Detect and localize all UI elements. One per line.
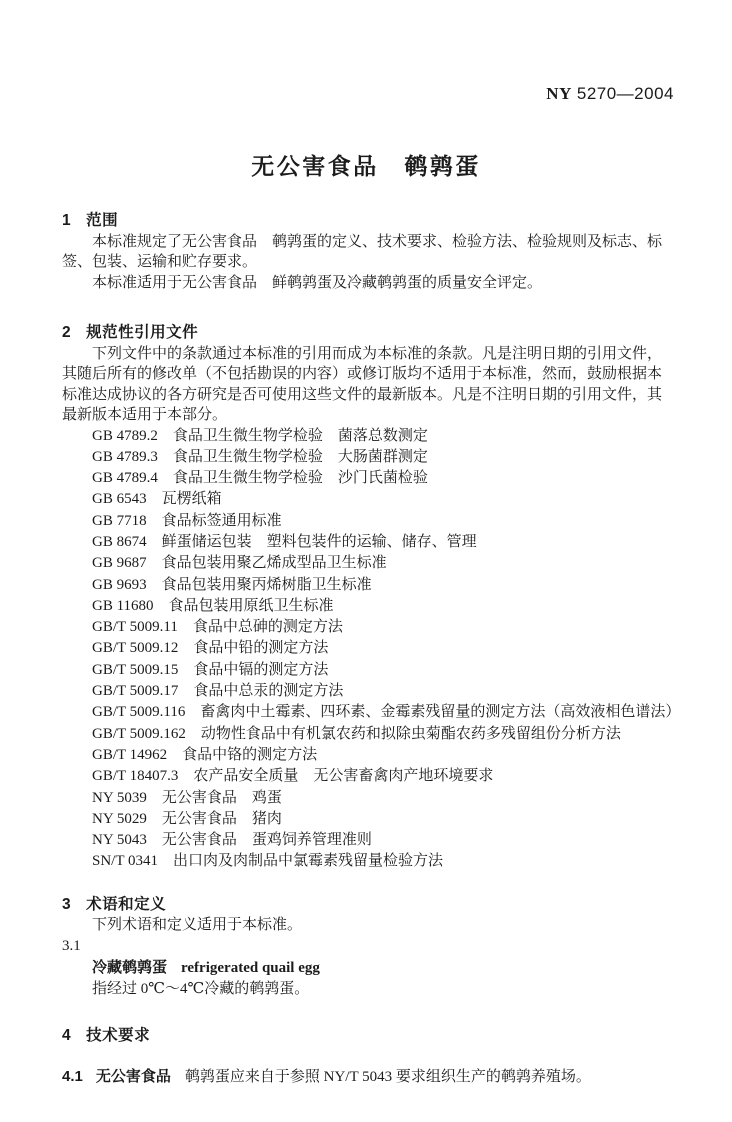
reference-item: GB 9693 食品包装用聚丙烯树脂卫生标准 <box>92 576 372 593</box>
page-title: 无公害食品 鹌鹑蛋 <box>251 153 481 179</box>
reference-item: SN/T 0341 出口肉及肉制品中氯霉素残留量检验方法 <box>92 853 443 870</box>
scope-paragraph-1: 本标准规定了无公害食品 鹌鹑蛋的定义、技术要求、检验方法、检验规则及标志、标签、包装、运输和贮存要求。 <box>62 233 663 270</box>
section-2-number: 2 <box>62 324 72 341</box>
reference-item: GB 9687 食品包装用聚乙烯成型品卫生标准 <box>92 555 387 572</box>
section-4-heading <box>62 1026 674 1047</box>
section-1-number: 1 <box>62 212 72 229</box>
scope-paragraph-2: 本标准适用于无公害食品 鲜鹌鹑蛋及冷藏鹌鹑蛋的质量安全评定。 <box>92 274 543 291</box>
clause-4-1-label: 无公害食品 <box>95 1068 171 1086</box>
section-3-number: 3 <box>62 895 72 913</box>
reference-item: GB/T 5009.17 食品中总汞的测定方法 <box>92 683 344 700</box>
reference-item: GB 4789.4 食品卫生微生物学检验 沙门氏菌检验 <box>92 470 428 487</box>
reference-item: GB/T 14962 食品中铬的测定方法 <box>92 746 318 763</box>
reference-item: NY 5029 无公害食品 猪肉 <box>92 810 282 827</box>
clause-4-1-text: 鹌鹑蛋应来自于参照 NY/T 5043 要求组织生产的鹌鹑养殖场。 <box>184 1069 591 1086</box>
references-list <box>62 426 681 873</box>
reference-item: NY 5043 无公害食品 蛋鸡饲养管理准则 <box>92 832 372 849</box>
clause-4-1-number: 4.1 <box>62 1068 83 1086</box>
term-number: 3.1 <box>62 937 81 954</box>
reference-item: GB/T 5009.11 食品中总砷的测定方法 <box>92 619 343 636</box>
reference-item: GB 4789.3 食品卫生微生物学检验 大肠菌群测定 <box>92 448 428 465</box>
reference-item: GB 7718 食品标签通用标准 <box>92 512 282 529</box>
document-content <box>0 211 732 1088</box>
reference-item: GB 4789.2 食品卫生微生物学检验 菌落总数测定 <box>92 427 428 444</box>
term-name-zh: 冷藏鹌鹑蛋 <box>92 958 168 976</box>
reference-item: GB 11680 食品包装用原纸卫生标准 <box>92 597 334 614</box>
section-2-heading <box>62 323 674 344</box>
term-entry <box>62 957 674 979</box>
section-4-number: 4 <box>62 1026 72 1044</box>
reference-item: GB 8674 鲜蛋储运包装 塑料包装件的运输、储存、管理 <box>92 533 477 550</box>
reference-item: NY 5039 无公害食品 鸡蛋 <box>92 789 282 806</box>
section-3-heading <box>62 895 674 916</box>
section-1-heading <box>62 211 674 232</box>
clause-4-1 <box>62 1066 674 1088</box>
section-3-label: 术语和定义 <box>86 895 167 913</box>
terms-intro-paragraph: 下列术语和定义适用于本标准。 <box>92 917 303 934</box>
reference-item: GB/T 18407.3 农产品安全质量 无公害畜禽肉产地环境要求 <box>92 768 494 785</box>
reference-item: GB/T 5009.116 畜禽肉中土霉素、四环素、金霉素残留量的测定方法（高效液相色谱法） <box>92 704 681 721</box>
reference-item: GB/T 5009.162 动物性食品中有机氯农药和拟除虫菊酯农药多残留组份分析方法 <box>92 725 621 742</box>
doc-number-prefix: NY <box>546 84 572 103</box>
normative-intro-paragraph: 下列文件中的条款通过本标准的引用而成为本标准的条款。凡是注明日期的引用文件，其随后所有的修改单（不包括勘误的内容）或修订版均不适用于本标准，然而，鼓励根据本标准达成协议的各方研究是否可使用这些文件的最新版本。凡是不注明日期的引用文件，其最新版本适用于本部分。 <box>62 345 663 423</box>
doc-number-code: 5270—2004 <box>576 84 674 103</box>
section-2-label: 规范性引用文件 <box>86 324 199 341</box>
reference-item: GB 6543 瓦楞纸箱 <box>92 491 222 508</box>
section-1-label: 范围 <box>86 212 119 229</box>
reference-item: GB/T 5009.12 食品中铅的测定方法 <box>92 640 329 657</box>
term-name-en: refrigerated quail egg <box>181 959 320 976</box>
section-4-label: 技术要求 <box>86 1026 151 1044</box>
doc-number <box>0 0 732 104</box>
term-definition: 指经过 0℃～4℃冷藏的鹌鹑蛋。 <box>92 980 310 997</box>
reference-item: GB/T 5009.15 食品中镉的测定方法 <box>92 661 329 678</box>
